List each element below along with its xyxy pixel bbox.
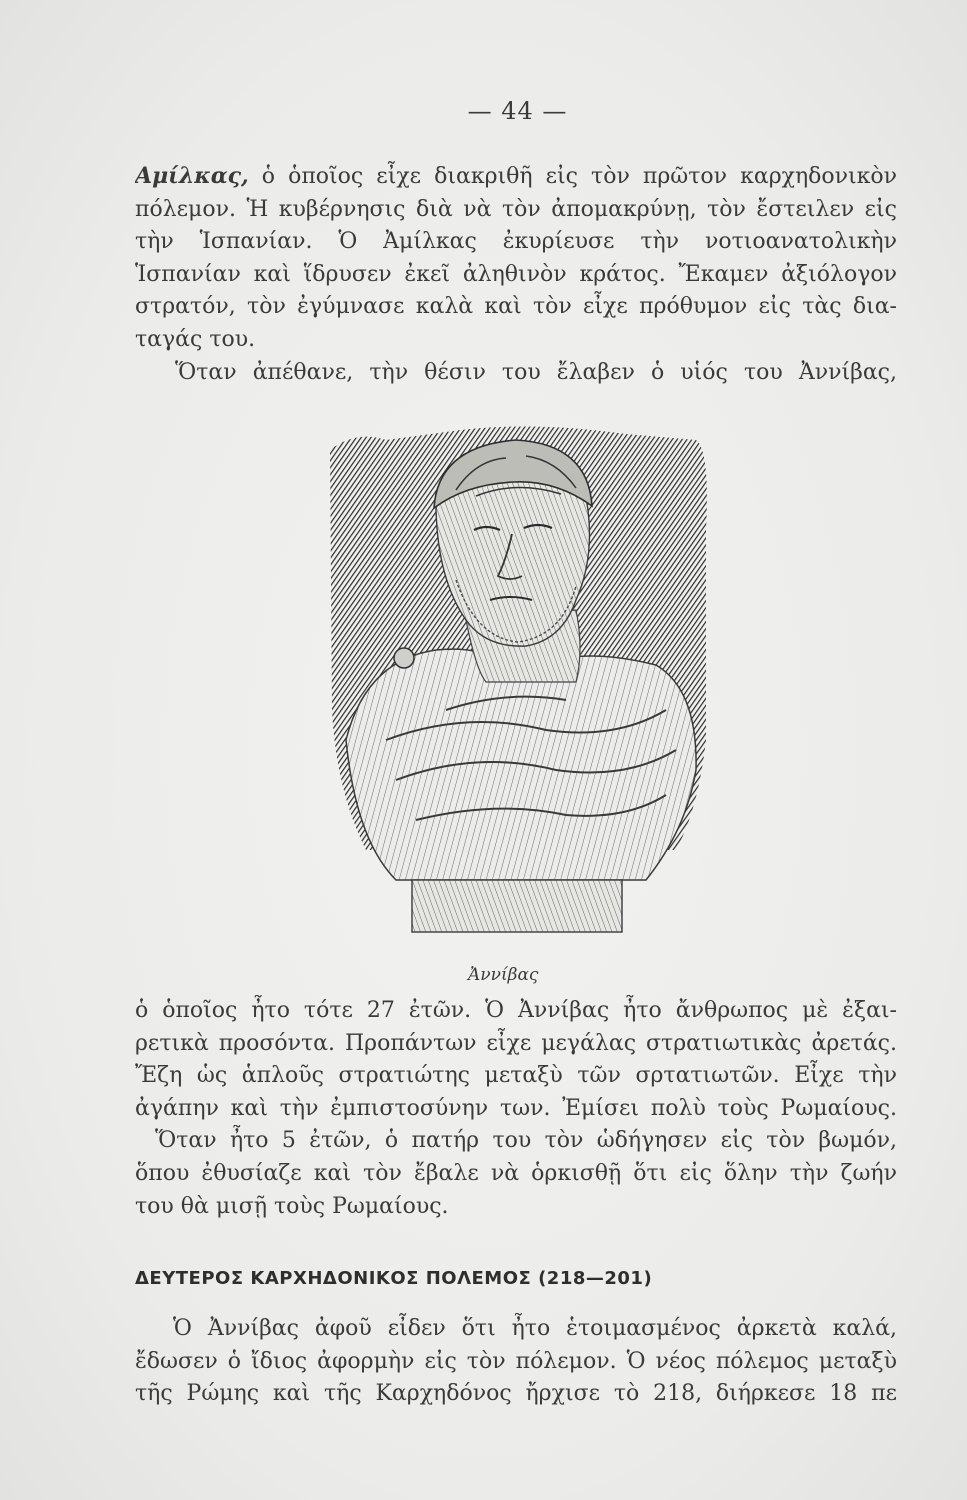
text-line: ὅπου ἐθυσίαζε καὶ τὸν ἔβαλε νὰ ὁρκισθῇ ὅτι εἰς ὅλην τὴν ζωήν (135, 1160, 897, 1186)
text-line: Ἱσπανίαν καὶ ἵδρυσεν ἐκεῖ ἀληθινὸν κράτος. Ἔκαμεν ἀξιόλογον (135, 261, 897, 287)
paragraph-second-war (135, 1313, 897, 1411)
text-line: Ὁ Ἀννίβας ἀφοῦ εἶδεν ὅτι ἦτο ἑτοιμασμένος ἀρκετὰ καλά, (173, 1316, 897, 1341)
section-heading: ΔΕΥΤΕΡΟΣ ΚΑΡΧΗΔΟΝΙΚΟΣ ΠΟΛΕΜΟΣ (218—201) (135, 1268, 653, 1289)
text-line: Ἔζη ὡς ἁπλοῦς στρατιώτης μεταξὺ τῶν σρτατιωτῶν. Εἶχε τὴν (135, 1063, 897, 1089)
text-line: ἔδωσεν ὁ ἴδιος ἀφορμὴν εἰς τὸν πόλεμον. Ὁ νέος πόλεμος μεταξὺ (135, 1348, 897, 1374)
text-line: στρατόν, τὸν ἐγύμνασε καλὰ καὶ τὸν εἶχε πρόθυμον εἰς τὰς δια- (135, 294, 897, 320)
hannibal-bust-engraving (326, 410, 714, 950)
text-line: πόλεμον. Ἡ κυβέρνησις διὰ νὰ τὸν ἀπομακρύνῃ, τὸν ἔστειλεν εἰς (135, 196, 897, 222)
text-line: ρετικὰ προσόντα. Προπάντων εἶχε μεγάλας στρατιωτικὰς ἀρετάς. (135, 1030, 897, 1056)
text-line: τῆς Ρώμης καὶ τῆς Καρχηδόνος ἤρχισε τὸ 218, διήρκεσε 18 πε (135, 1381, 897, 1407)
text-line: τὴν Ἱσπανίαν. Ὁ Ἀμίλκας ἐκυρίευσε τὴν νοτιοανατολικὴν (135, 229, 897, 255)
paragraph-hannibal (135, 995, 897, 1223)
figure-caption: Ἀννίβας (468, 965, 539, 985)
text-line: του θὰ μισῇ τοὺς Ρωμαίους. (135, 1193, 449, 1219)
page-number: — 44 — (467, 97, 568, 125)
name-hamilcar: Αμίλκας, (135, 163, 249, 189)
pedestal (412, 880, 622, 932)
brooch (394, 648, 414, 668)
text-line: ἀγάπην καὶ τὴν ἐμπιστοσύνην των. Ἐμίσει πολὺ τοὺς Ρωμαίους. (135, 1095, 897, 1121)
text-line: ταγάς του. (135, 326, 256, 352)
paragraph-hamilcar (135, 160, 897, 389)
text-line: ὁ ὁποῖος ἦτο τότε 27 ἐτῶν. Ὁ Ἀννίβας ἦτο ἄνθρωπος μὲ ἐξαι- (135, 998, 897, 1023)
text-line: Ὅταν ἦτο 5 ἐτῶν, ὁ πατήρ του τὸν ὡδήγησεν εἰς τὸν βωμόν, (155, 1128, 897, 1154)
text-line: Αμίλκας, ὁ ὁποῖος εἶχε διακριθῆ εἰς τὸν πρῶτον καρχηδονικὸν (135, 163, 897, 189)
text-line: Ὅταν ἀπέθανε, τὴν θέσιν του ἔλαβεν ὁ υἱός του Ἀννίβας, (175, 359, 897, 385)
